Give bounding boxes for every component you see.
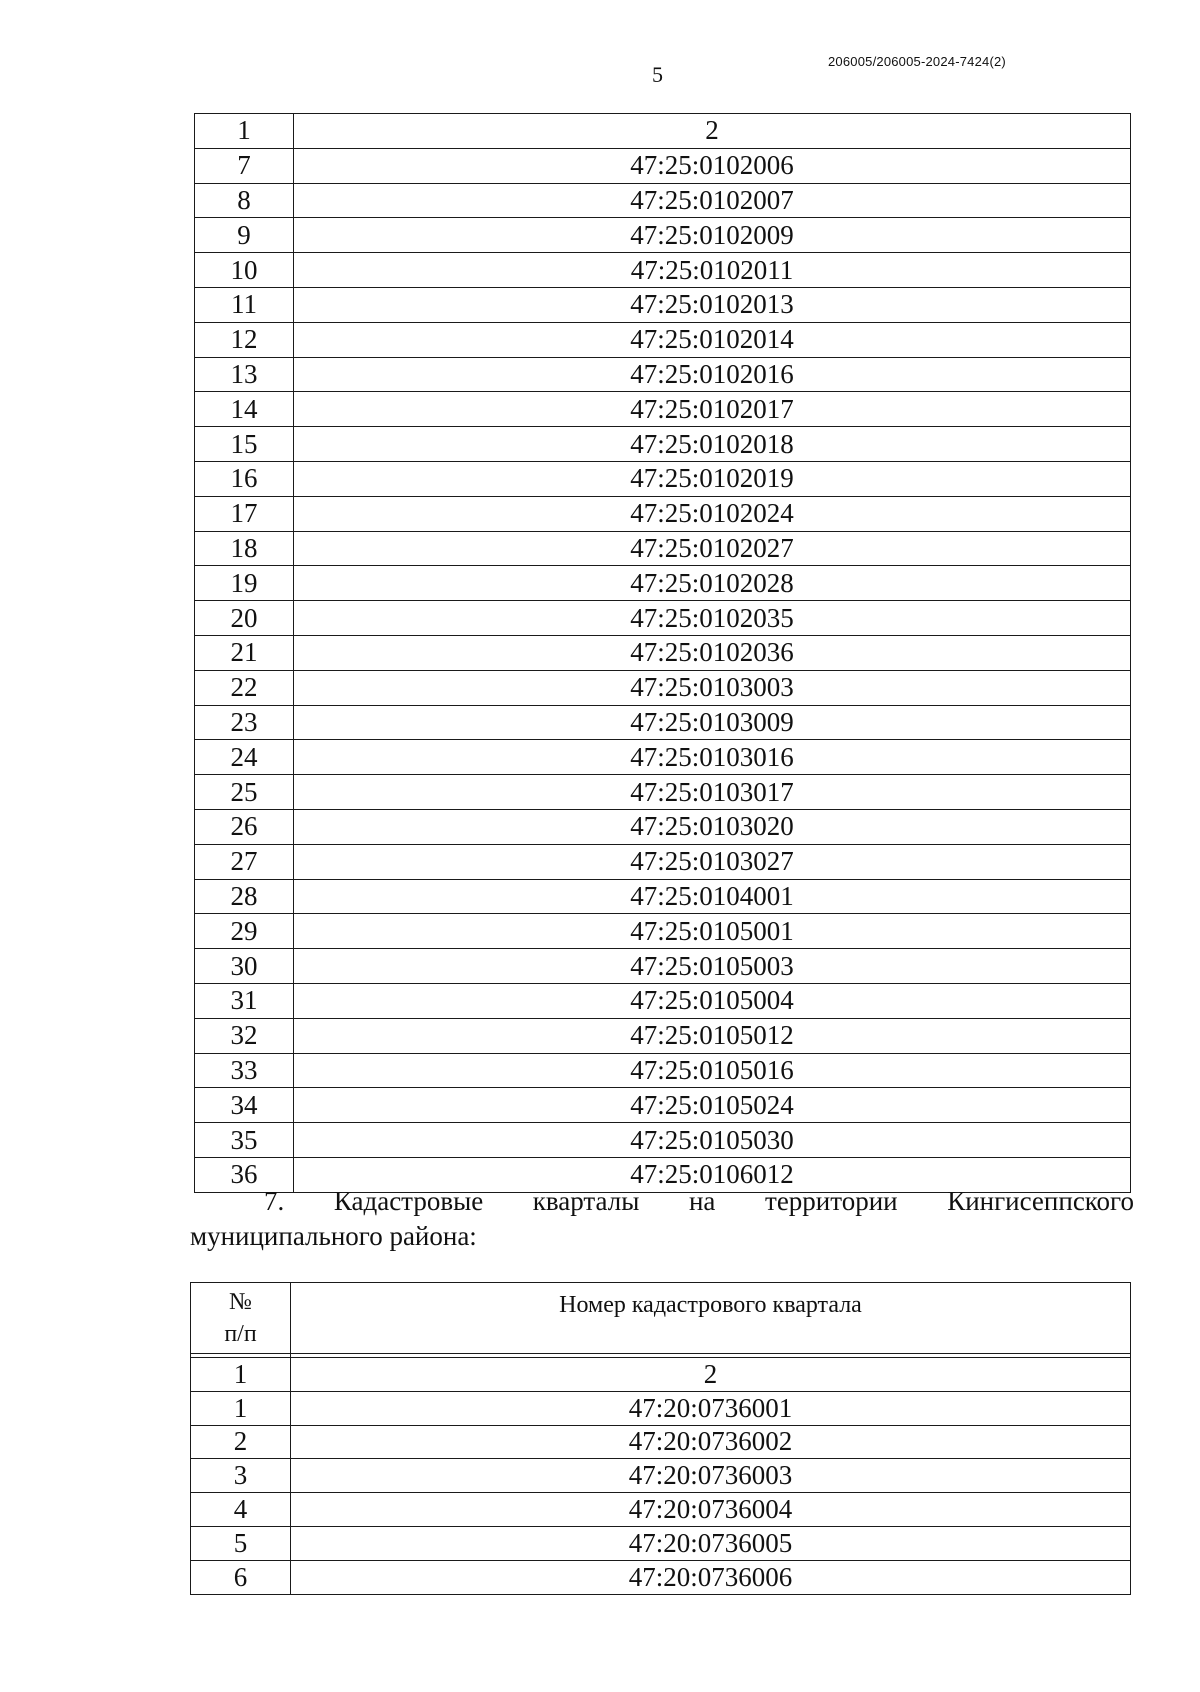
cadastral-quarter-cell: 47:25:0105016 <box>294 1053 1131 1088</box>
row-number-cell: 3 <box>191 1459 291 1493</box>
table-row <box>195 218 1131 253</box>
row-number-cell: 6 <box>191 1560 291 1594</box>
row-number-cell: 9 <box>195 218 294 253</box>
cadastral-quarter-cell: 47:25:0102017 <box>294 392 1131 427</box>
table-row <box>195 461 1131 496</box>
col-number-header-abbr: п/п <box>224 1321 257 1347</box>
cadastral-quarter-cell: 47:25:0105004 <box>294 983 1131 1018</box>
row-number-cell: 20 <box>195 601 294 636</box>
table-row <box>195 183 1131 218</box>
col-number-header <box>191 1283 291 1354</box>
row-number-cell: 33 <box>195 1053 294 1088</box>
table-row <box>195 531 1131 566</box>
cadastral-quarter-cell: 47:25:0102036 <box>294 635 1131 670</box>
row-number-cell: 21 <box>195 635 294 670</box>
row-number-cell: 5 <box>191 1526 291 1560</box>
cadastral-quarter-cell: 47:25:0102016 <box>294 357 1131 392</box>
table-row <box>195 148 1131 183</box>
row-number-cell: 13 <box>195 357 294 392</box>
table-row <box>191 1391 1131 1425</box>
row-number-cell: 28 <box>195 879 294 914</box>
cadastral-quarter-cell: 47:25:0103027 <box>294 844 1131 879</box>
heading-word: Кадастровые <box>333 1186 484 1216</box>
cadastral-quarter-cell: 47:25:0103016 <box>294 740 1131 775</box>
cadastral-quarter-cell: 47:25:0102006 <box>294 148 1131 183</box>
cadastral-quarter-cell: 47:25:0105001 <box>294 914 1131 949</box>
cadastral-quarter-cell: 47:25:0102018 <box>294 427 1131 462</box>
row-number-cell: 17 <box>195 496 294 531</box>
cadastral-table-continued <box>194 113 1131 1193</box>
row-number-cell: 10 <box>195 253 294 288</box>
table-row <box>195 1088 1131 1123</box>
section-7-heading <box>190 1184 1134 1254</box>
row-number-cell: 35 <box>195 1123 294 1158</box>
table-row <box>195 844 1131 879</box>
column-numbering-row <box>191 1358 1131 1392</box>
row-number-cell: 16 <box>195 461 294 496</box>
table-row <box>191 1526 1131 1560</box>
heading-word: Кингисеппского <box>947 1186 1134 1216</box>
row-number-cell: 25 <box>195 775 294 810</box>
cadastral-quarter-cell: 47:25:0102035 <box>294 601 1131 636</box>
table-row <box>195 740 1131 775</box>
column-number-cell: 1 <box>191 1358 291 1392</box>
cadastral-quarter-cell: 47:25:0102013 <box>294 287 1131 322</box>
table-row <box>195 705 1131 740</box>
row-number-cell: 23 <box>195 705 294 740</box>
cadastral-quarter-cell: 47:25:0102007 <box>294 183 1131 218</box>
cadastral-quarter-cell: 47:20:0736002 <box>291 1425 1131 1459</box>
table-row <box>195 635 1131 670</box>
cadastral-quarter-cell: 47:25:0102027 <box>294 531 1131 566</box>
cadastral-quarter-cell: 47:25:0104001 <box>294 879 1131 914</box>
kingisepp-cadastral-table <box>190 1282 1131 1595</box>
row-number-cell: 18 <box>195 531 294 566</box>
col-quarter-header: Номер кадастрового квартала <box>291 1283 1131 1354</box>
cadastral-quarter-cell: 47:25:0103020 <box>294 809 1131 844</box>
cadastral-quarter-cell: 47:25:0103003 <box>294 670 1131 705</box>
table-header-row <box>191 1283 1131 1354</box>
cadastral-quarter-cell: 47:25:0102014 <box>294 322 1131 357</box>
row-number-cell: 36 <box>195 1157 294 1192</box>
heading-word: кварталы <box>532 1186 640 1216</box>
table-row <box>195 287 1131 322</box>
heading-word: 7. <box>264 1186 285 1216</box>
table-row <box>195 809 1131 844</box>
row-number-cell: 22 <box>195 670 294 705</box>
cadastral-quarter-cell: 47:20:0736004 <box>291 1493 1131 1527</box>
row-number-cell: 19 <box>195 566 294 601</box>
cadastral-quarter-cell: 47:20:0736003 <box>291 1459 1131 1493</box>
table-row <box>195 566 1131 601</box>
table-row <box>195 914 1131 949</box>
cadastral-quarter-cell: 47:25:0105003 <box>294 949 1131 984</box>
table-row <box>195 1123 1131 1158</box>
table-row <box>195 1053 1131 1088</box>
row-number-cell: 34 <box>195 1088 294 1123</box>
row-number-cell: 14 <box>195 392 294 427</box>
section-7-heading-line1 <box>190 1184 1134 1219</box>
cadastral-quarter-cell: 47:20:0736005 <box>291 1526 1131 1560</box>
column-number-cell: 2 <box>294 114 1131 149</box>
section-7-heading-line2: муниципального района: <box>190 1221 477 1251</box>
cadastral-quarter-cell: 47:25:0102028 <box>294 566 1131 601</box>
table-row <box>195 879 1131 914</box>
row-number-cell: 26 <box>195 809 294 844</box>
row-number-cell: 30 <box>195 949 294 984</box>
col-number-header-symbol: № <box>229 1288 252 1315</box>
table-row <box>195 949 1131 984</box>
table-row <box>195 983 1131 1018</box>
row-number-cell: 1 <box>191 1391 291 1425</box>
cadastral-quarter-cell: 47:25:0106012 <box>294 1157 1131 1192</box>
table-row <box>195 427 1131 462</box>
row-number-cell: 24 <box>195 740 294 775</box>
cadastral-quarter-cell: 47:20:0736006 <box>291 1560 1131 1594</box>
row-number-cell: 31 <box>195 983 294 1018</box>
table-row <box>191 1493 1131 1527</box>
row-number-cell: 27 <box>195 844 294 879</box>
table-row <box>195 253 1131 288</box>
cadastral-quarter-cell: 47:25:0105024 <box>294 1088 1131 1123</box>
row-number-cell: 15 <box>195 427 294 462</box>
row-number-cell: 12 <box>195 322 294 357</box>
cadastral-quarter-cell: 47:25:0102009 <box>294 218 1131 253</box>
column-numbering-row <box>195 114 1131 149</box>
table-row <box>195 1018 1131 1053</box>
cadastral-quarter-cell: 47:25:0105012 <box>294 1018 1131 1053</box>
cadastral-quarter-cell: 47:25:0105030 <box>294 1123 1131 1158</box>
row-number-cell: 32 <box>195 1018 294 1053</box>
row-number-cell: 11 <box>195 287 294 322</box>
column-number-cell: 1 <box>195 114 294 149</box>
cadastral-quarter-cell: 47:25:0102011 <box>294 253 1131 288</box>
document-code: 206005/206005-2024-7424(2) <box>828 54 1006 69</box>
row-number-cell: 2 <box>191 1425 291 1459</box>
row-number-cell: 7 <box>195 148 294 183</box>
page-number: 5 <box>652 62 663 87</box>
heading-word: на <box>688 1186 716 1216</box>
table-row <box>191 1459 1131 1493</box>
table-row <box>195 357 1131 392</box>
table-row <box>195 322 1131 357</box>
table-row <box>195 670 1131 705</box>
table-row <box>195 601 1131 636</box>
table-row <box>195 496 1131 531</box>
table-row <box>191 1425 1131 1459</box>
cadastral-quarter-cell: 47:25:0103009 <box>294 705 1131 740</box>
cadastral-quarter-cell: 47:25:0102024 <box>294 496 1131 531</box>
cadastral-quarter-cell: 47:25:0103017 <box>294 775 1131 810</box>
table-row <box>195 775 1131 810</box>
row-number-cell: 8 <box>195 183 294 218</box>
row-number-cell: 29 <box>195 914 294 949</box>
heading-word: территории <box>765 1186 898 1216</box>
table-row <box>195 392 1131 427</box>
column-number-cell: 2 <box>291 1358 1131 1392</box>
table-row <box>191 1560 1131 1594</box>
cadastral-quarter-cell: 47:25:0102019 <box>294 461 1131 496</box>
row-number-cell: 4 <box>191 1493 291 1527</box>
cadastral-quarter-cell: 47:20:0736001 <box>291 1391 1131 1425</box>
